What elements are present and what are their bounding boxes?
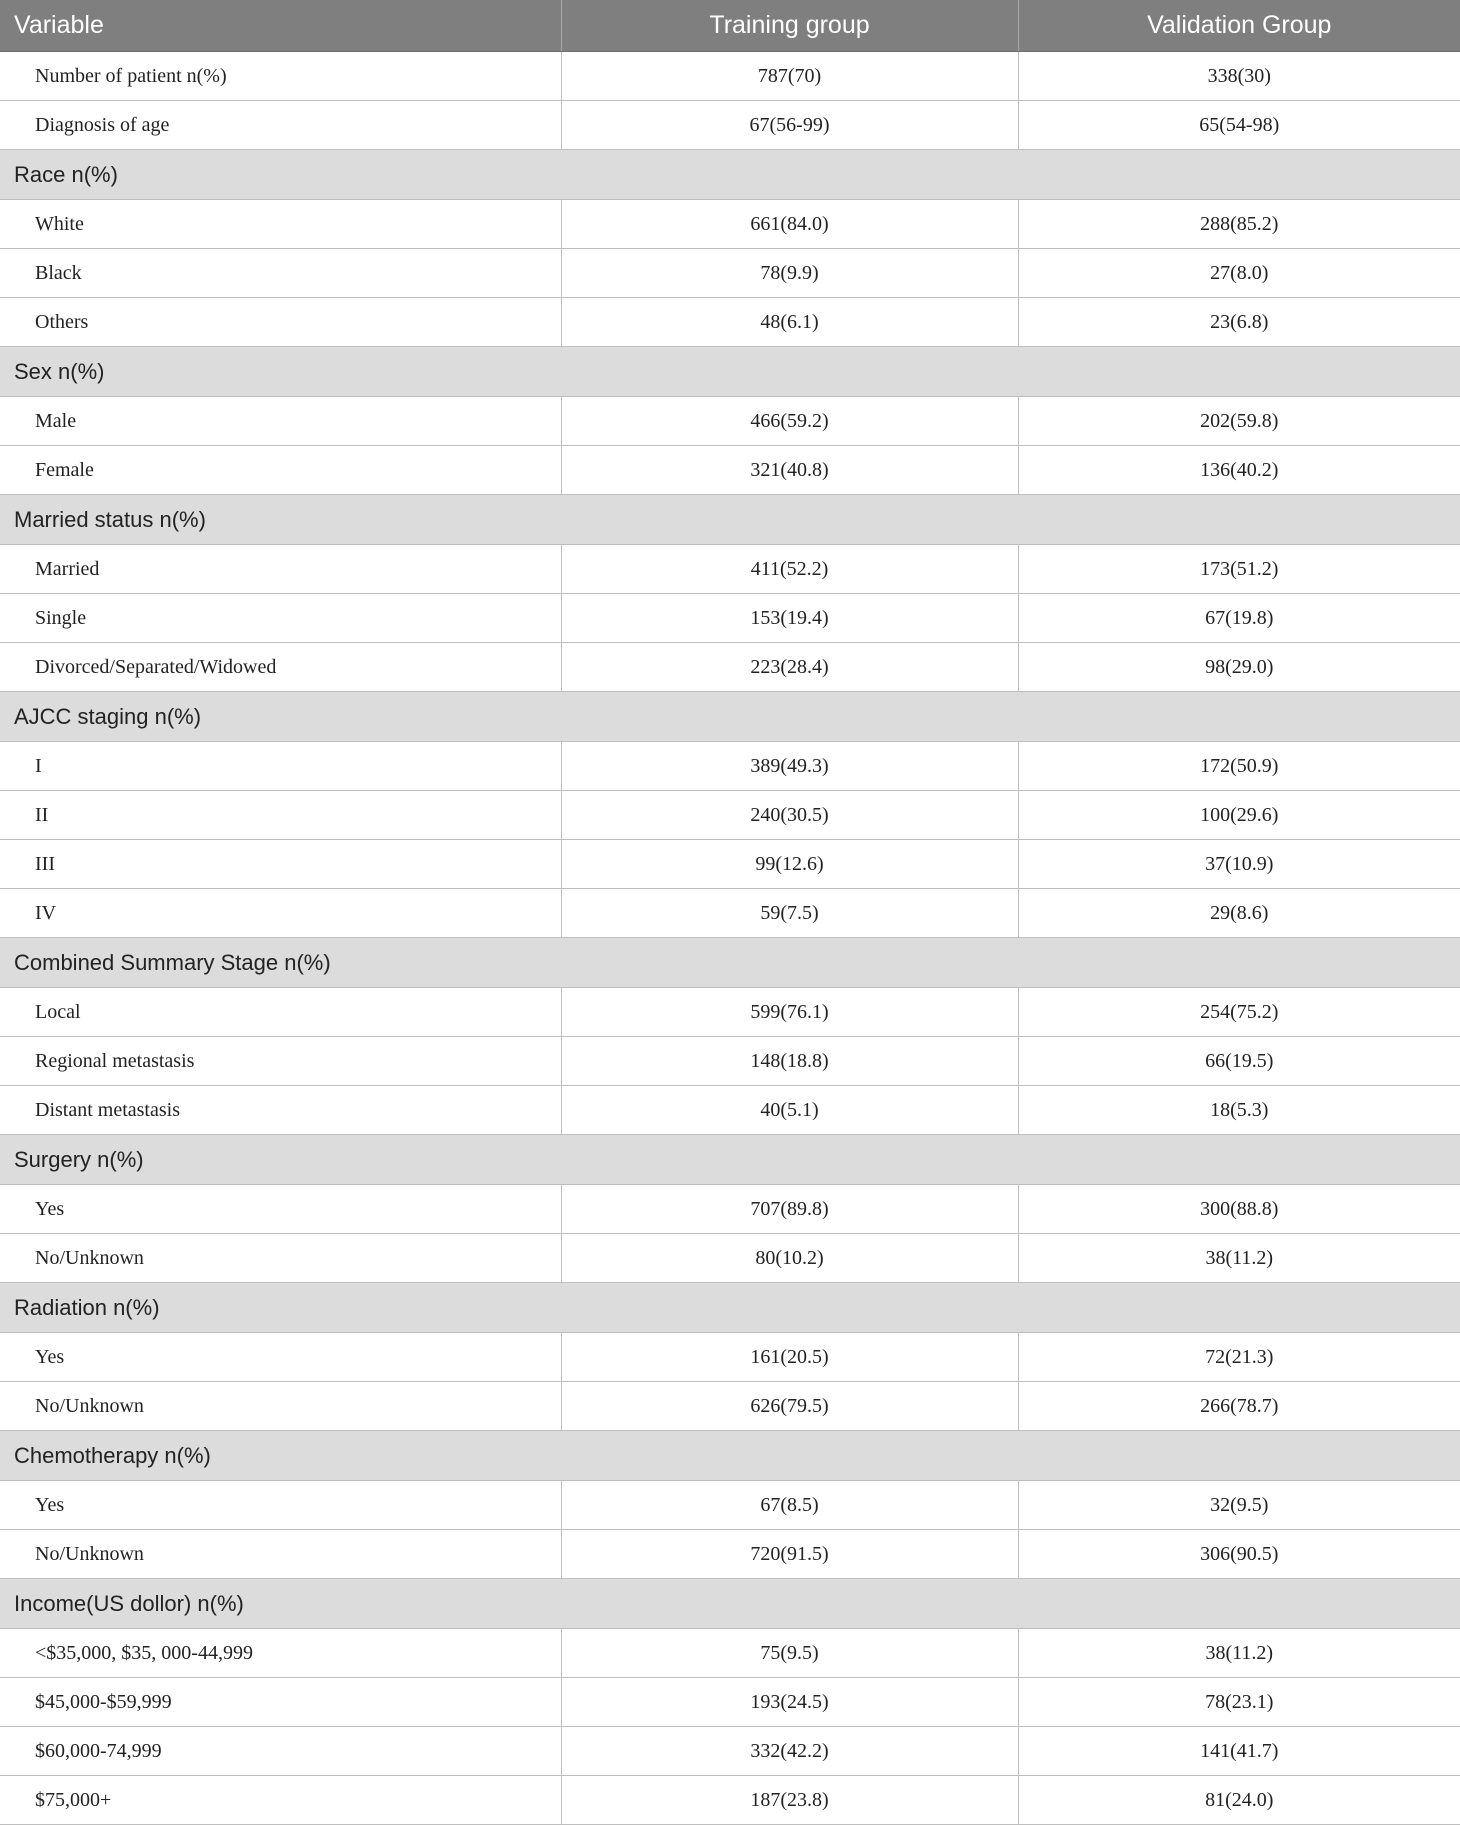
column-header-variable: Variable [0,0,561,52]
training-value-cell: 187(23.8) [561,1776,1018,1825]
training-value-cell: 40(5.1) [561,1086,1018,1135]
training-value-cell: 99(12.6) [561,840,1018,889]
row-label-cell: Yes [0,1481,561,1530]
validation-value-cell: 254(75.2) [1018,988,1460,1037]
training-value-cell: 707(89.8) [561,1185,1018,1234]
training-value-cell: 389(49.3) [561,742,1018,791]
column-header-validation-group: Validation Group [1018,0,1460,52]
validation-value-cell: 306(90.5) [1018,1530,1460,1579]
training-value-cell: 153(19.4) [561,594,1018,643]
row-label-cell: $75,000+ [0,1776,561,1825]
row-label-cell: Yes [0,1333,561,1382]
training-value-cell: 223(28.4) [561,643,1018,692]
table-row [0,1727,1460,1776]
table-row [0,643,1460,692]
training-value-cell: 48(6.1) [561,298,1018,347]
table-row [0,101,1460,150]
validation-value-cell: 72(21.3) [1018,1333,1460,1382]
row-label-cell: No/Unknown [0,1382,561,1431]
validation-value-cell: 37(10.9) [1018,840,1460,889]
section-header-row [0,347,1460,397]
row-label-cell: $45,000-$59,999 [0,1678,561,1727]
training-value-cell: 411(52.2) [561,545,1018,594]
validation-value-cell: 202(59.8) [1018,397,1460,446]
validation-value-cell: 65(54-98) [1018,101,1460,150]
training-value-cell: 599(76.1) [561,988,1018,1037]
row-label-cell: No/Unknown [0,1234,561,1283]
validation-value-cell: 67(19.8) [1018,594,1460,643]
table-row [0,249,1460,298]
section-header-row [0,1431,1460,1481]
training-value-cell: 148(18.8) [561,1037,1018,1086]
row-label-cell: Yes [0,1185,561,1234]
training-value-cell: 59(7.5) [561,889,1018,938]
row-label-cell: Divorced/Separated/Widowed [0,643,561,692]
validation-value-cell: 100(29.6) [1018,791,1460,840]
validation-value-cell: 266(78.7) [1018,1382,1460,1431]
table-row [0,545,1460,594]
training-value-cell: 321(40.8) [561,446,1018,495]
table-row [0,988,1460,1037]
table-row [0,397,1460,446]
row-label-cell: Male [0,397,561,446]
training-value-cell: 332(42.2) [561,1727,1018,1776]
table-row [0,1037,1460,1086]
training-value-cell: 80(10.2) [561,1234,1018,1283]
table-row [0,1678,1460,1727]
row-label-cell: Local [0,988,561,1037]
row-label-cell: <$35,000, $35, 000-44,999 [0,1629,561,1678]
validation-value-cell: 38(11.2) [1018,1234,1460,1283]
row-label-cell: Single [0,594,561,643]
row-label-cell: Black [0,249,561,298]
validation-value-cell: 66(19.5) [1018,1037,1460,1086]
validation-value-cell: 172(50.9) [1018,742,1460,791]
row-label-cell: Distant metastasis [0,1086,561,1135]
training-value-cell: 78(9.9) [561,249,1018,298]
table-body [0,52,1460,1825]
training-value-cell: 161(20.5) [561,1333,1018,1382]
training-value-cell: 661(84.0) [561,200,1018,249]
training-value-cell: 67(56-99) [561,101,1018,150]
table-row [0,840,1460,889]
training-value-cell: 626(79.5) [561,1382,1018,1431]
row-label-cell: III [0,840,561,889]
row-label-cell: IV [0,889,561,938]
table-row [0,1629,1460,1678]
section-header-row [0,1135,1460,1185]
validation-value-cell: 18(5.3) [1018,1086,1460,1135]
row-label-cell: Married [0,545,561,594]
row-label-cell: White [0,200,561,249]
training-value-cell: 787(70) [561,52,1018,101]
row-label-cell: Others [0,298,561,347]
table-row [0,742,1460,791]
training-value-cell: 75(9.5) [561,1629,1018,1678]
validation-value-cell: 98(29.0) [1018,643,1460,692]
validation-value-cell: 288(85.2) [1018,200,1460,249]
section-label: AJCC staging n(%) [0,692,1460,742]
section-label: Sex n(%) [0,347,1460,397]
validation-value-cell: 27(8.0) [1018,249,1460,298]
table-row [0,298,1460,347]
validation-value-cell: 81(24.0) [1018,1776,1460,1825]
validation-value-cell: 29(8.6) [1018,889,1460,938]
row-label-cell: No/Unknown [0,1530,561,1579]
section-header-row [0,1283,1460,1333]
table-row [0,1382,1460,1431]
validation-value-cell: 141(41.7) [1018,1727,1460,1776]
table-row [0,200,1460,249]
validation-value-cell: 338(30) [1018,52,1460,101]
row-label-cell: $60,000-74,999 [0,1727,561,1776]
section-label: Radiation n(%) [0,1283,1460,1333]
table-row [0,1481,1460,1530]
table-row [0,791,1460,840]
validation-value-cell: 173(51.2) [1018,545,1460,594]
section-header-row [0,495,1460,545]
validation-value-cell: 38(11.2) [1018,1629,1460,1678]
row-label-cell: II [0,791,561,840]
section-label: Race n(%) [0,150,1460,200]
column-header-training-group: Training group [561,0,1018,52]
validation-value-cell: 23(6.8) [1018,298,1460,347]
training-value-cell: 466(59.2) [561,397,1018,446]
validation-value-cell: 78(23.1) [1018,1678,1460,1727]
table-row [0,1530,1460,1579]
table-row [0,594,1460,643]
row-label-cell: Female [0,446,561,495]
row-label-cell: I [0,742,561,791]
row-label-cell: Diagnosis of age [0,101,561,150]
training-value-cell: 240(30.5) [561,791,1018,840]
validation-value-cell: 300(88.8) [1018,1185,1460,1234]
section-header-row [0,150,1460,200]
training-value-cell: 67(8.5) [561,1481,1018,1530]
table-row [0,1185,1460,1234]
table-row [0,1086,1460,1135]
section-label: Married status n(%) [0,495,1460,545]
table-row [0,52,1460,101]
section-header-row [0,1579,1460,1629]
table-row [0,1333,1460,1382]
section-label: Income(US dollor) n(%) [0,1579,1460,1629]
table-row [0,446,1460,495]
validation-value-cell: 32(9.5) [1018,1481,1460,1530]
row-label-cell: Number of patient n(%) [0,52,561,101]
row-label-cell: Regional metastasis [0,1037,561,1086]
table-row [0,889,1460,938]
section-label: Surgery n(%) [0,1135,1460,1185]
table-row [0,1776,1460,1825]
validation-value-cell: 136(40.2) [1018,446,1460,495]
section-label: Combined Summary Stage n(%) [0,938,1460,988]
table-header-row [0,0,1460,52]
section-label: Chemotherapy n(%) [0,1431,1460,1481]
table-row [0,1234,1460,1283]
section-header-row [0,692,1460,742]
training-value-cell: 193(24.5) [561,1678,1018,1727]
training-value-cell: 720(91.5) [561,1530,1018,1579]
section-header-row [0,938,1460,988]
